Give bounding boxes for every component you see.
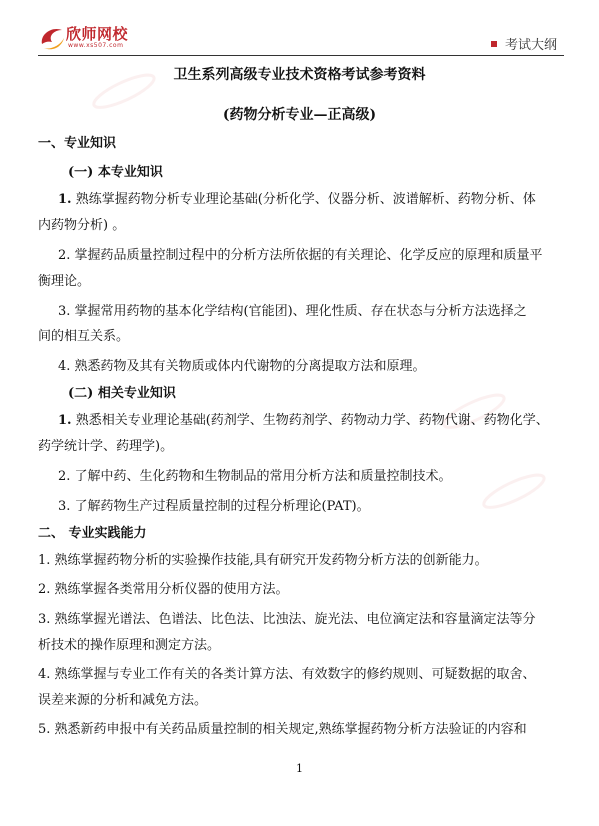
subsection-heading: (二) 相关专业知识	[68, 386, 176, 401]
paragraph-line: 间的相互关系。	[38, 329, 130, 344]
paragraph-line: 衡理论。	[38, 274, 91, 289]
paragraph-line: 3. 熟练掌握光谱法、色谱法、比色法、比浊法、旋光法、电位滴定法和容量滴定法等分	[38, 612, 536, 627]
header-section	[491, 34, 557, 53]
document-subtitle: (药物分析专业—正高级)	[222, 107, 377, 123]
document-title: 卫生系列高级专业技术资格考试参考资料	[173, 67, 426, 83]
paragraph-line: 误差来源的分析和减免方法。	[38, 693, 208, 708]
paragraph-line: 2. 熟练掌握各类常用分析仪器的使用方法。	[38, 582, 289, 597]
section-heading: 二、 专业实践能力	[38, 526, 147, 541]
logo-url: www.xs507.com	[68, 42, 124, 49]
header-divider	[38, 55, 564, 56]
paragraph-line: 1. 熟悉相关专业理论基础(药剂学、生物药剂学、药物动力学、药物代谢、药物化学、	[58, 413, 549, 428]
paragraph-line: 5. 熟悉新药申报中有关药品质量控制的相关规定,熟练掌握药物分析方法验证的内容和	[38, 722, 527, 737]
paragraph-line: 4. 熟练掌握与专业工作有关的各类计算方法、有效数字的修约规则、可疑数据的取舍、	[38, 667, 536, 682]
paragraph-line: 4. 熟悉药物及其有关物质或体内代谢物的分离提取方法和原理。	[58, 359, 426, 374]
page-number: 1	[296, 762, 303, 775]
watermark-logo	[478, 466, 553, 520]
paragraph-line: 1. 熟练掌握药物分析的实验操作技能,具有研究开发药物分析方法的创新能力。	[38, 553, 488, 568]
logo-text: 欣师网校	[66, 25, 129, 43]
paragraph-line: 1. 熟练掌握药物分析专业理论基础(分析化学、仪器分析、波谱解析、药物分析、体	[58, 192, 536, 207]
logo-swoosh-icon	[38, 22, 66, 52]
page-header	[0, 0, 599, 58]
paragraph-line: 药学统计学、药理学)。	[38, 439, 174, 454]
paragraph-line: 2. 掌握药品质量控制过程中的分析方法所依据的有关理论、化学反应的原理和质量平	[58, 248, 543, 263]
section-heading: 一、专业知识	[38, 136, 117, 151]
paragraph-line: 3. 掌握常用药物的基本化学结构(官能团)、理化性质、存在状态与分析方法选择之	[58, 304, 527, 319]
brand-logo[interactable]	[38, 22, 158, 52]
paragraph-line: 3. 了解药物生产过程质量控制的过程分析理论(PAT)。	[58, 499, 370, 514]
header-section-label: 考试大纲	[504, 38, 557, 53]
paragraph-line: 2. 了解中药、生化药物和生物制品的常用分析方法和质量控制技术。	[58, 469, 452, 484]
subsection-heading: (一) 本专业知识	[68, 165, 163, 180]
paragraph-line: 析技术的操作原理和测定方法。	[38, 638, 221, 653]
square-bullet-icon	[491, 41, 497, 47]
paragraph-line: 内药物分析) 。	[38, 218, 126, 233]
